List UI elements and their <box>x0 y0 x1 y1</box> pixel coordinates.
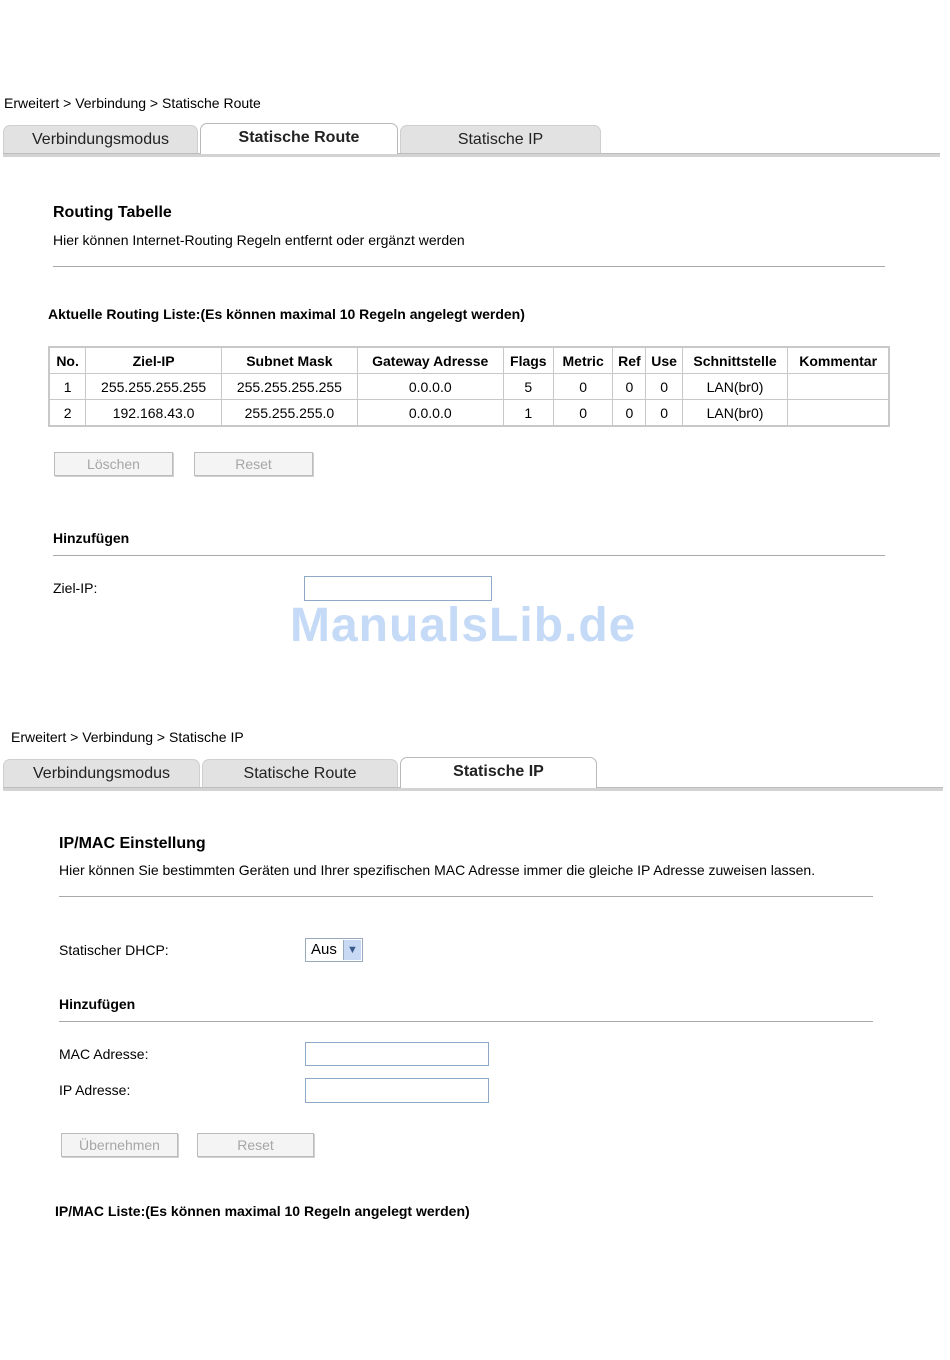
reset-button[interactable]: Reset <box>194 452 313 476</box>
col-header-no: No. <box>49 347 86 374</box>
divider <box>59 896 873 897</box>
cell-ref: 0 <box>613 374 646 400</box>
add-section-title: Hinzufügen <box>53 530 130 546</box>
cell-ref: 0 <box>613 400 646 427</box>
cell-metric: 0 <box>553 400 612 427</box>
watermark-text: ManualsLib.de <box>290 599 637 652</box>
mac-address-input[interactable] <box>305 1042 489 1066</box>
breadcrumb: Erweitert > Verbindung > Statische IP <box>11 729 244 745</box>
static-dhcp-select[interactable] <box>305 938 363 962</box>
static-dhcp-label: Statischer DHCP: <box>59 942 169 958</box>
ip-address-input[interactable] <box>305 1078 489 1103</box>
cell-no: 1 <box>49 374 86 400</box>
ziel-ip-label: Ziel-IP: <box>53 580 98 596</box>
cell-ziel-ip: 255.255.255.255 <box>86 374 222 400</box>
section-title: Routing Tabelle <box>53 204 172 221</box>
table-header-row <box>49 347 889 374</box>
static-dhcp-value: Aus <box>311 941 337 958</box>
cell-gateway: 0.0.0.0 <box>357 400 503 427</box>
table-row <box>49 400 889 427</box>
breadcrumb: Erweitert > Verbindung > Statische Route <box>4 95 261 111</box>
cell-schnittstelle: LAN(br0) <box>682 400 788 427</box>
cell-gateway: 0.0.0.0 <box>357 374 503 400</box>
routing-list-title: Aktuelle Routing Liste:(Es können maximal 10 Regeln angelegt werden) <box>48 306 525 322</box>
section-title: IP/MAC Einstellung <box>59 835 206 852</box>
ip-address-label: IP Adresse: <box>59 1082 131 1098</box>
cell-flags: 1 <box>503 400 553 427</box>
tab-statische-route[interactable]: Statische Route <box>202 759 398 788</box>
ipmac-list-title: IP/MAC Liste:(Es können maximal 10 Regeln angelegt werden) <box>55 1203 470 1219</box>
col-header-ref: Ref <box>613 347 646 374</box>
tab-underline <box>3 153 940 157</box>
cell-kommentar <box>788 400 889 427</box>
divider <box>53 266 885 267</box>
routing-table <box>48 346 890 427</box>
mac-address-label: MAC Adresse: <box>59 1046 149 1062</box>
cell-subnet-mask: 255.255.255.255 <box>222 374 358 400</box>
col-header-schnittstelle: Schnittstelle <box>682 347 788 374</box>
section-description: Hier können Internet-Routing Regeln entfernt oder ergänzt werden <box>53 232 465 248</box>
divider <box>53 555 885 556</box>
add-section-title: Hinzufügen <box>59 996 136 1012</box>
delete-button[interactable]: Löschen <box>54 452 173 476</box>
tab-bar <box>3 759 943 791</box>
tab-statische-route[interactable]: Statische Route <box>200 123 398 154</box>
table-row <box>49 374 889 400</box>
divider <box>59 1021 873 1022</box>
col-header-use: Use <box>646 347 682 374</box>
apply-button[interactable]: Übernehmen <box>61 1133 178 1157</box>
tab-bar <box>3 125 940 157</box>
chevron-down-icon[interactable]: ▼ <box>343 940 361 960</box>
cell-kommentar <box>788 374 889 400</box>
cell-schnittstelle: LAN(br0) <box>682 374 788 400</box>
tab-statische-ip[interactable]: Statische IP <box>400 757 597 788</box>
cell-ziel-ip: 192.168.43.0 <box>86 400 222 427</box>
col-header-ziel-ip: Ziel-IP <box>86 347 222 374</box>
tab-statische-ip[interactable]: Statische IP <box>400 125 601 154</box>
col-header-subnet-mask: Subnet Mask <box>222 347 358 374</box>
cell-metric: 0 <box>553 374 612 400</box>
tab-verbindungsmodus[interactable]: Verbindungsmodus <box>3 759 200 788</box>
reset-button[interactable]: Reset <box>197 1133 314 1157</box>
cell-no: 2 <box>49 400 86 427</box>
cell-flags: 5 <box>503 374 553 400</box>
cell-subnet-mask: 255.255.255.0 <box>222 400 358 427</box>
col-header-flags: Flags <box>503 347 553 374</box>
col-header-kommentar: Kommentar <box>788 347 889 374</box>
cell-use: 0 <box>646 400 682 427</box>
section-description: Hier können Sie bestimmten Geräten und Ihrer spezifischen MAC Adresse immer die gleiche IP Adresse zuweisen lassen. <box>59 862 816 878</box>
cell-use: 0 <box>646 374 682 400</box>
tab-verbindungsmodus[interactable]: Verbindungsmodus <box>3 125 198 154</box>
col-header-gateway: Gateway Adresse <box>357 347 503 374</box>
col-header-metric: Metric <box>553 347 612 374</box>
